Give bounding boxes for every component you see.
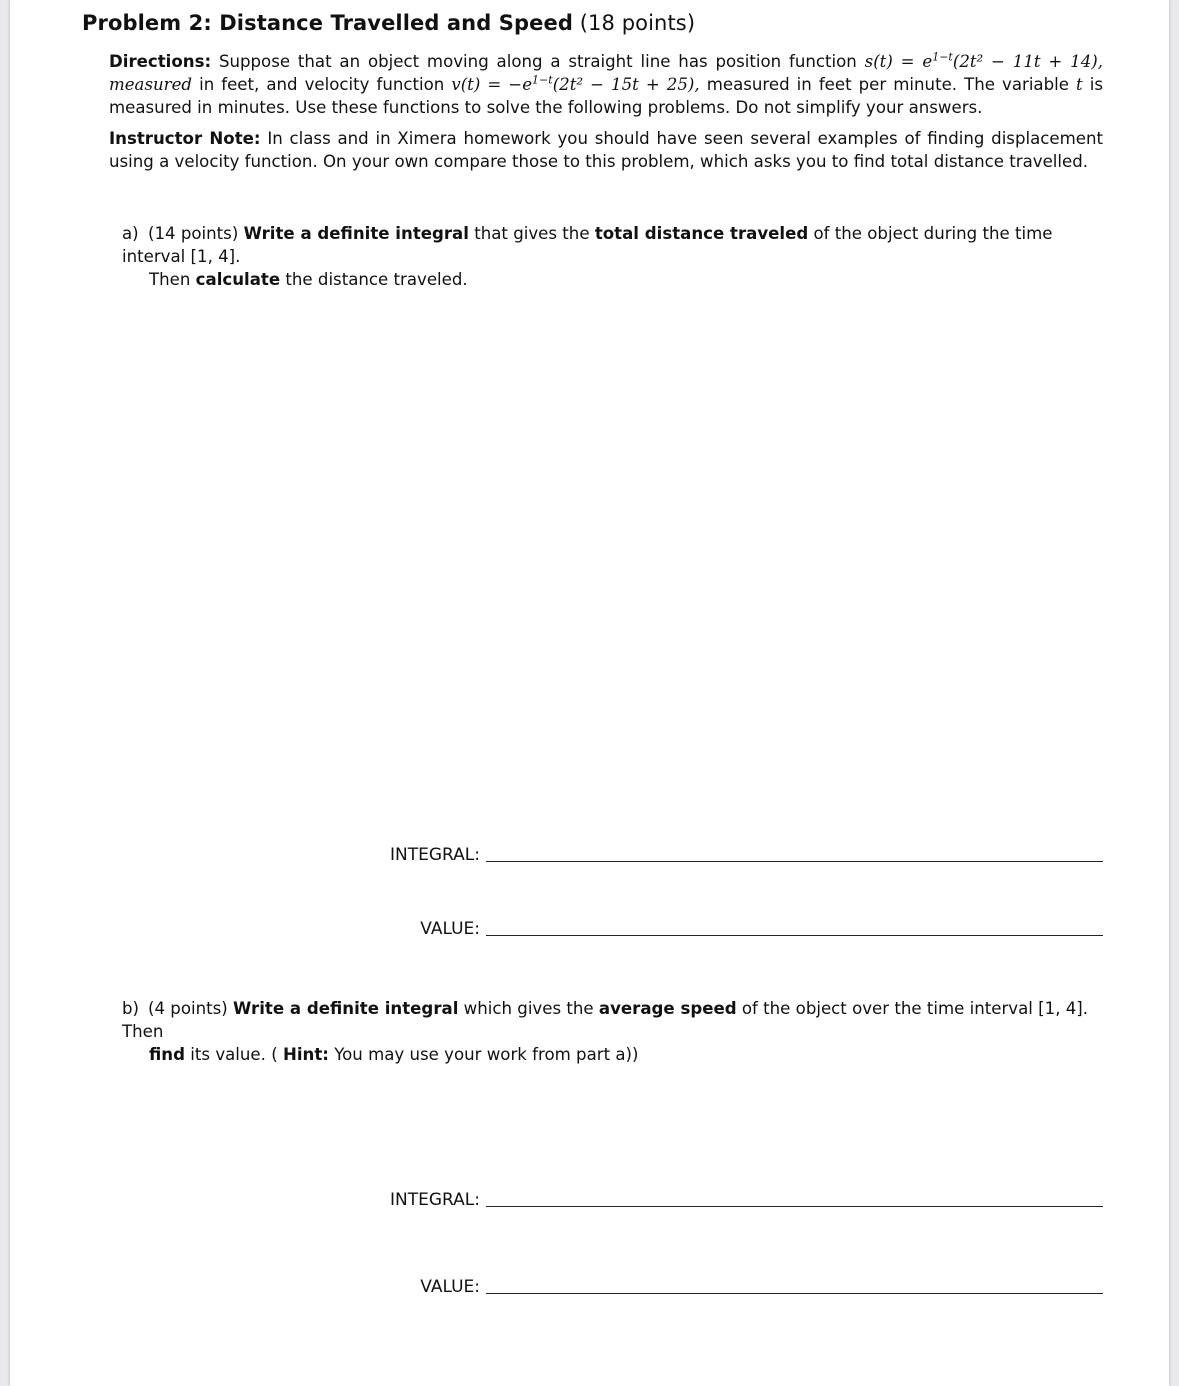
problem-heading: Problem 2: Distance Travelled and Speed [82,11,573,35]
position-function-exponent: 1−t [932,50,953,64]
problem-points: (18 points) [579,11,696,35]
part-a-question [122,222,1103,291]
directions-text-2: in feet, and velocity function [199,75,445,94]
instructor-note-text: In class and in Ximera homework you should have seen several examples of finding displacement using a velocity function. On your own compare those to this problem, which asks you to find total distance travelled. [109,129,1103,171]
part-b-text-2: of the object over the time interval [1, 4]. Then [122,999,1089,1041]
directions-text-5: minutes. Use these functions to solve the following problems. Do not simplify your answers. [217,98,983,117]
part-b-text-3: its value. ( [190,1045,278,1064]
velocity-function-exponent: 1−t [532,73,553,87]
position-function-base: s(t) = e [864,52,933,71]
part-b-integral-label: INTEGRAL: [390,1190,480,1210]
velocity-function [451,75,699,94]
instructor-note-paragraph [109,127,1103,173]
velocity-function-base: v(t) = −e [451,75,533,94]
part-a-integral-label: INTEGRAL: [390,845,480,865]
part-a-text-1: that gives the [474,224,590,243]
part-a-integral-answer-line[interactable] [486,861,1103,862]
part-b-bold-2: average speed [598,999,737,1018]
part-b-points: (4 points) [148,999,228,1018]
part-a-text-4: the distance traveled. [285,270,468,289]
velocity-function-rest: (2t² − 15t + 25), [552,75,700,94]
part-a-value-answer-line[interactable] [486,935,1103,936]
part-a-bold-1: Write a definite integral [243,224,469,243]
directions-text-1: Suppose that an object moving along a straight line has position function [218,52,857,71]
part-a-bold-3: calculate [195,270,281,289]
variable-t: t [1076,75,1083,94]
instructor-note-label: Instructor Note: [109,129,261,148]
part-a-text-3: Then [149,270,191,289]
part-a-label: a) [122,224,139,243]
part-a-line-2 [122,268,1103,291]
part-b-bold-1: Write a definite integral [233,999,459,1018]
part-a-points: (14 points) [148,224,239,243]
position-function-rest: (2t² − 11t + 14), measured [109,52,1103,94]
part-a-value-label: VALUE: [420,919,480,939]
directions-text-3: measured in feet per minute. The variable [706,75,1069,94]
directions-label: Directions: [109,52,212,71]
part-b-question [122,997,1103,1066]
part-b-value-label: VALUE: [420,1277,480,1297]
part-b-label: b) [122,999,140,1018]
problem-title [82,11,695,35]
document-page [10,0,1169,1386]
part-b-text-1: which gives the [463,999,594,1018]
part-a-text-2: of the object during the time interval [1, 4]. [122,224,1053,266]
part-b-bold-4: Hint: [282,1045,329,1064]
part-b-integral-answer-line[interactable] [486,1206,1103,1207]
directions-text-4: is measured in [109,75,1103,117]
part-b-value-answer-line[interactable] [486,1293,1103,1294]
part-a-bold-2: total distance traveled [594,224,809,243]
part-b-text-4: You may use your work from part a)) [334,1045,639,1064]
part-b-bold-3: find [149,1045,185,1064]
part-b-line-2 [122,1043,1103,1066]
directions-paragraph [109,50,1103,119]
